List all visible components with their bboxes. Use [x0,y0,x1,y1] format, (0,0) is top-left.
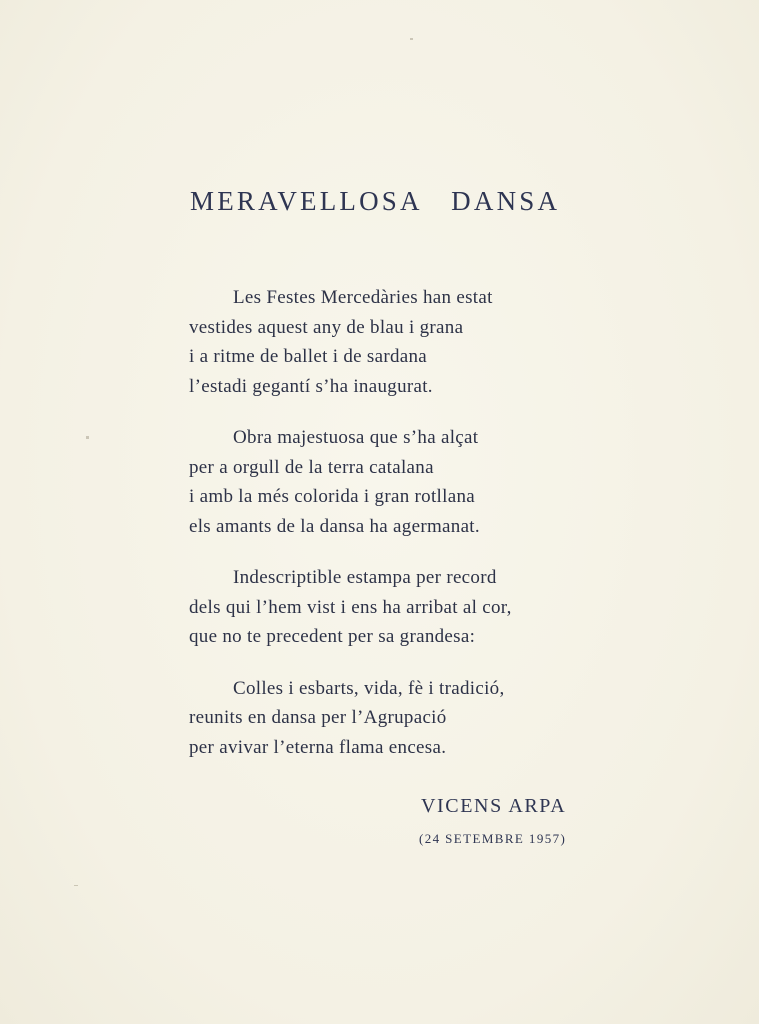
paper-speck [74,885,78,886]
poem-line: que no te precedent per sa grandesa: [189,626,476,647]
poem-line: reunits en dansa per l’Agrupació [189,707,447,728]
poem-line: l’estadi gegantí s’ha inaugurat. [189,375,433,397]
poem-line: per a orgull de la terra catalana [189,456,434,478]
poem-date: (24 SETEMBRE 1957) [419,831,567,846]
poem-line: i amb la més colorida i gran rotllana [189,486,475,507]
poem-title: MERAVELLOSA DANSA [190,186,561,216]
stanza-3 [189,563,609,652]
poem-line: per avivar l’eterna flama encesa. [189,736,447,758]
poem-line: vestides aquest any de blau i grana [189,316,464,338]
poem-line: Obra majestuosa que s’ha alçat [233,427,479,448]
poem-line: els amants de la dansa ha agermanat. [189,515,480,537]
poem-line: dels qui l’hem vist i ens ha arribat al cor, [189,596,512,618]
poem-line: Colles i esbarts, vida, fè i tradició, [233,677,505,699]
author-name: VICENS ARPA [421,795,567,817]
poem-line: Indescriptible estampa per record [233,567,497,588]
stanza-1 [189,283,609,401]
stanza-4 [189,674,609,763]
poem-body [189,283,609,784]
paper-speck [410,38,413,40]
stanza-2 [189,423,609,541]
paper-speck [86,436,89,439]
poem-line: Les Festes Mercedàries han estat [233,287,493,308]
poem-line: i a ritme de ballet i de sardana [189,346,428,367]
